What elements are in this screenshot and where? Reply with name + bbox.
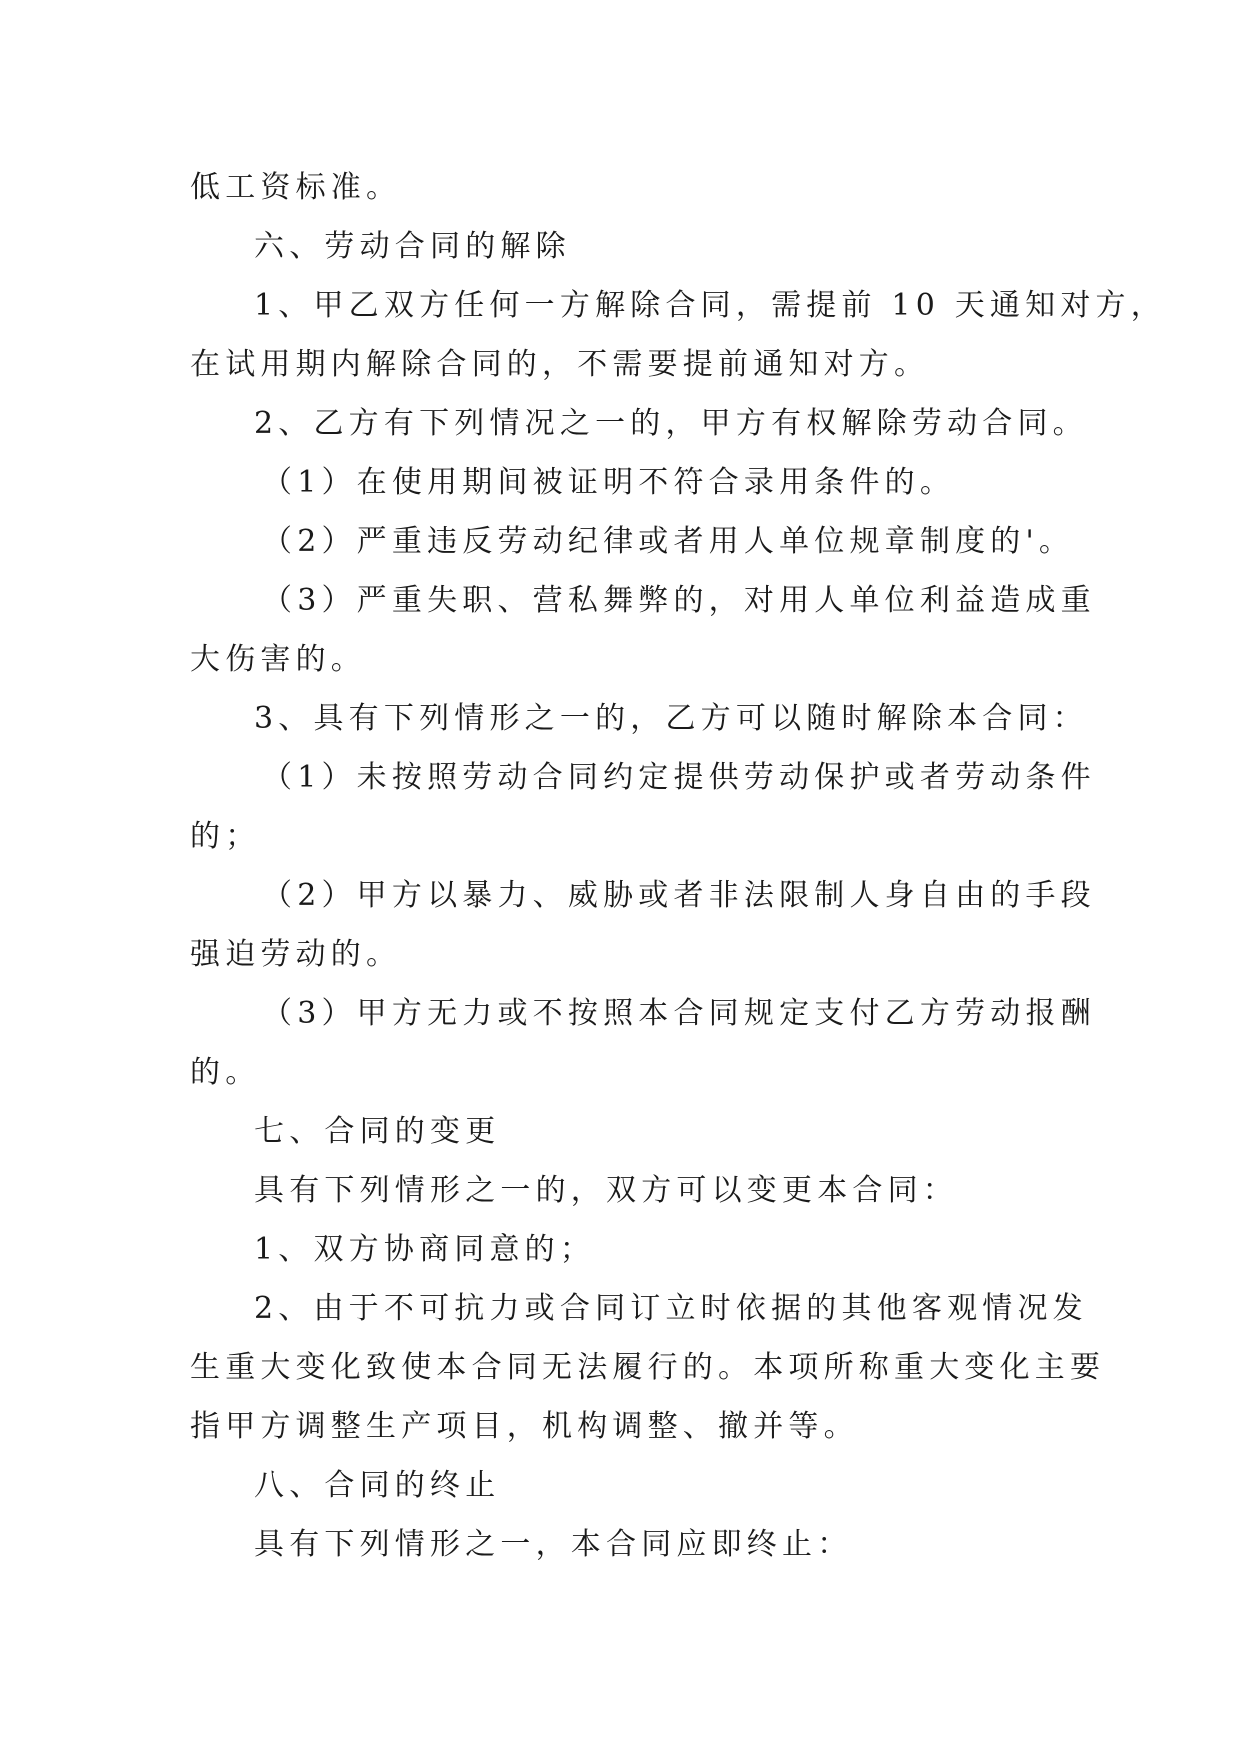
section-heading-change: 七、合同的变更 (254, 1114, 501, 1149)
section-heading-termination: 六、劳动合同的解除 (254, 229, 571, 264)
document-body (190, 158, 1166, 1574)
paragraph-line: 在试用期内解除合同的，不需要提前通知对方。 (190, 347, 930, 382)
section-heading-termination-of-contract: 八、合同的终止 (254, 1468, 501, 1503)
paragraph-line: （1）在使用期间被证明不符合录用条件的。 (262, 465, 956, 500)
paragraph-line: （2）甲方以暴力、威胁或者非法限制人身自由的手段 (262, 878, 1096, 913)
paragraph-line: 1、双方协商同意的； (254, 1232, 596, 1267)
paragraph-line: 2、乙方有下列情况之一的，甲方有权解除劳动合同。 (254, 406, 1088, 441)
paragraph-line: 生重大变化致使本合同无法履行的。本项所称重大变化主要 (190, 1350, 1106, 1385)
paragraph-line: （3）甲方无力或不按照本合同规定支付乙方劳动报酬 (262, 996, 1096, 1031)
paragraph-line: 大伤害的。 (190, 642, 366, 677)
paragraph-line: （2）严重违反劳动纪律或者用人单位规章制度的'。 (262, 524, 1075, 559)
paragraph-line: （3）严重失职、营私舞弊的，对用人单位利益造成重 (262, 583, 1096, 618)
paragraph-line: 指甲方调整生产项目，机构调整、撤并等。 (190, 1409, 859, 1444)
paragraph-line: 的； (190, 819, 261, 854)
paragraph-line: 强迫劳动的。 (190, 937, 402, 972)
paragraph-line: 1、甲乙双方任何一方解除合同，需提前 10 天通知对方， (254, 288, 1166, 323)
paragraph-line: 3、具有下列情形之一的，乙方可以随时解除本合同： (254, 701, 1088, 736)
paragraph-line: 的。 (190, 1055, 261, 1090)
paragraph-line: 2、由于不可抗力或合同订立时依据的其他客观情况发 (254, 1291, 1088, 1326)
paragraph-line: 具有下列情形之一的，双方可以变更本合同： (254, 1173, 958, 1208)
paragraph-line: （1）未按照劳动合同约定提供劳动保护或者劳动条件 (262, 760, 1096, 795)
paragraph-line: 具有下列情形之一，本合同应即终止： (254, 1527, 853, 1562)
paragraph-line: 低工资标准。 (190, 170, 402, 205)
